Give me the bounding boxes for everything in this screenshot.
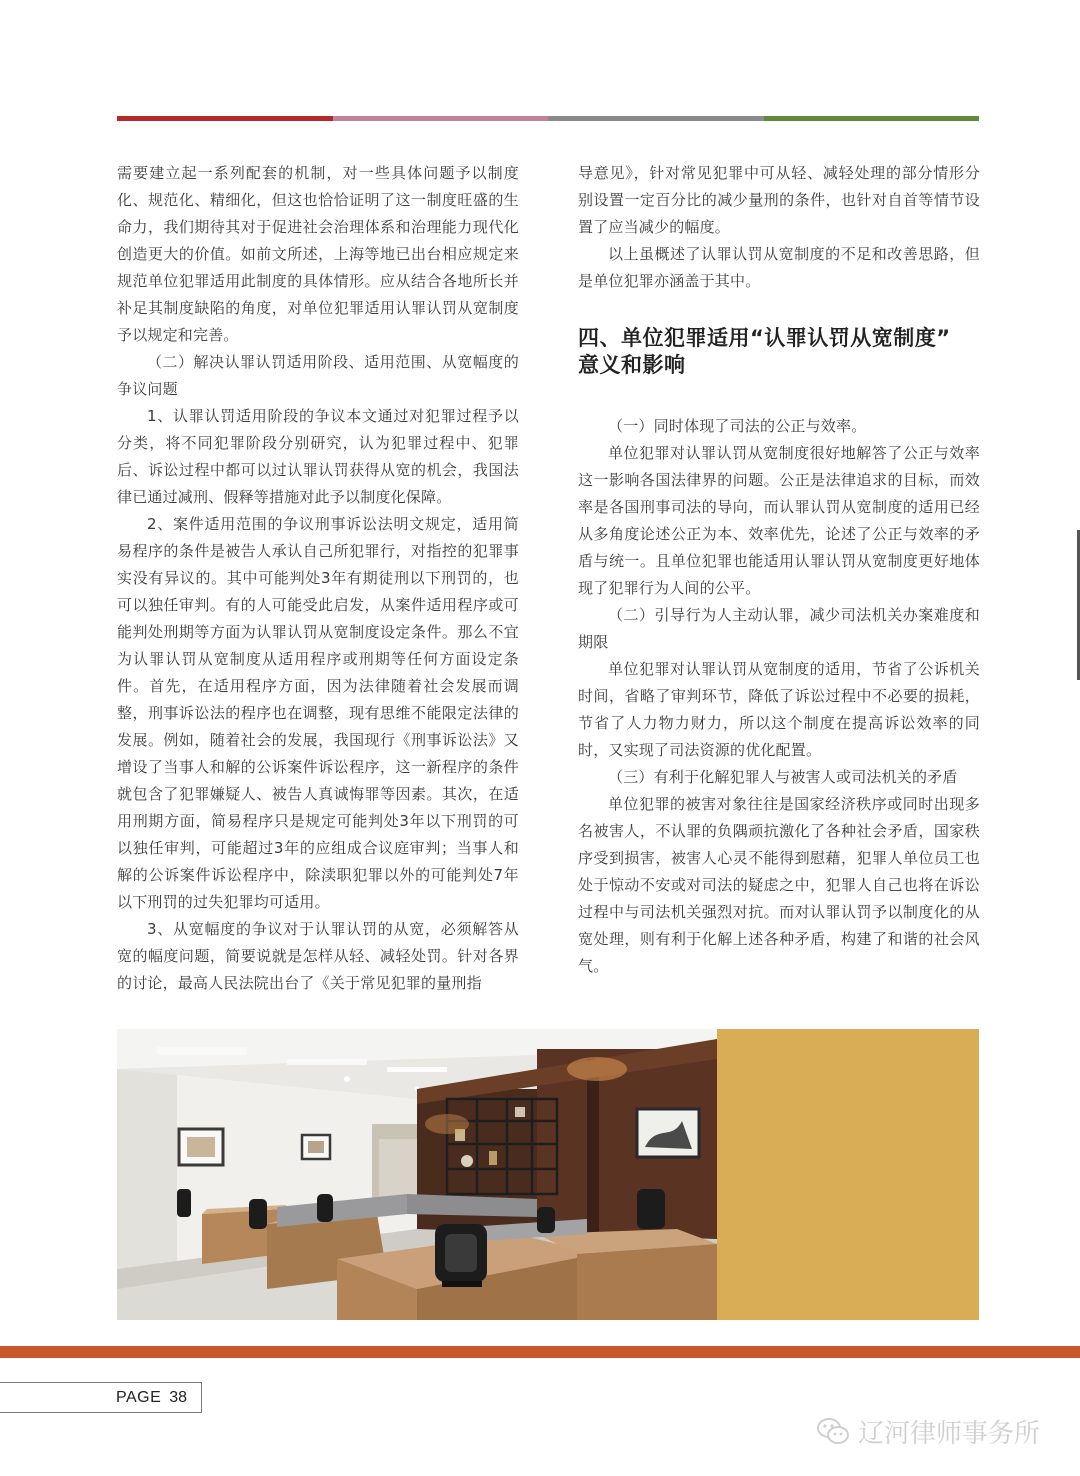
wechat-icon [816, 1416, 850, 1446]
paragraph: 1、认罪认罚适用阶段的争议本文通过对犯罪过程予以分类，将不同犯罪阶段分别研究，认为犯罪过程中、犯罪后、诉讼过程中都可以过认罪认罚获得从宽的机会，我国法律已通过减刑、假释等措施对此予以制度化保障。 [117, 407, 519, 506]
paragraph: 3、从宽幅度的争议对于认罪认罚的从宽，必须解答从宽的幅度问题，简要说就是怎样从轻、减轻处罚。针对各界的讨论，最高人民法院出台了《关于常见犯罪的量刑指 [117, 920, 519, 992]
paragraph: （一）同时体现了司法的公正与效率。 [608, 417, 867, 435]
office-illustration [117, 1029, 717, 1320]
watermark-text: 辽河律师事务所 [858, 1418, 1041, 1449]
paragraph: 单位犯罪对认罪认罚从宽制度的适用，节省了公诉机关时间，省略了审判环节，降低了诉讼过程中不必要的损耗，节省了人力物力财力，所以这个制度在提高诉讼效率的同时，又实现了司法资源的优化配置。 [578, 660, 980, 759]
page-number: 38 [169, 1388, 188, 1406]
decorative-block [717, 1029, 979, 1320]
paragraph: （二）引导行为人主动认罪，减少司法机关办案难度和期限 [578, 606, 980, 651]
left-column [117, 160, 519, 997]
top-color-bar [117, 116, 979, 121]
top-bar-pink [333, 116, 549, 121]
section-heading [578, 325, 980, 379]
paragraph: 单位犯罪对认罪认罚从宽制度很好地解答了公正与效率这一影响各国法律界的问题。公正是法律追求的目标，而效率是各国刑事司法的导向，而认罪认罚从宽制度的适用已经从多角度论述公正为本、效率优先，论述了公正与效率的矛盾与统一。且单位犯罪也能适用认罪认罚从宽制度更好地体现了犯罪行为人间的公平。 [578, 444, 980, 597]
top-bar-red [117, 116, 333, 121]
top-bar-gray [548, 116, 764, 121]
top-bar-green [764, 116, 980, 121]
office-photo [117, 1029, 717, 1320]
paragraph: （二）解决认罪认罚适用阶段、适用范围、从宽幅度的争议问题 [117, 353, 519, 398]
page-label: PAGE [116, 1388, 162, 1406]
paragraph: 需要建立起一系列配套的机制，对一些具体问题予以制度化、规范化、精细化，但这也恰恰证明了这一制度旺盛的生命力，我们期待其对于促进社会治理体系和治理能力现代化创造更大的价值。如前文所述，上海等地已出台相应规定来规范单位犯罪适用此制度的具体情形。应从结合各地所长并补足其制度缺陷的角度，对单位犯罪适用认罪认罚从宽制度予以规定和完善。 [117, 164, 519, 344]
paragraph: （三）有利于化解犯罪人与被害人或司法机关的矛盾 [608, 768, 958, 786]
right-column [578, 160, 980, 980]
paragraph: 导意见》，针对常见犯罪中可从轻、减轻处理的部分情形分别设置一定百分比的减少量刑的条件，也针对自首等情节设置了应当减少的幅度。 [578, 164, 980, 236]
section-heading-line2: 意义和影响 [578, 353, 686, 377]
page-number-box [0, 1382, 202, 1413]
paragraph: 以上虽概述了认罪认罚从宽制度的不足和改善思路，但是单位犯罪亦涵盖于其中。 [578, 245, 980, 290]
section-heading-line1: 四、单位犯罪适用“认罪认罚从宽制度” [578, 326, 951, 350]
paragraph: 2、案件适用范围的争议刑事诉讼法明文规定，适用简易程序的条件是被告人承认自己所犯罪行，对指控的犯罪事实没有异议的。其中可能判处3年有期徒刑以下刑罚的，也可以独任审判。有的人可能受此启发，从案件适用程序或可能判处刑期等方面为认罪认罚从宽制度设定条件。那么不宜为认罪认罚从宽制度从适用程序或刑期等任何方面设定条件。首先，在适用程序方面，因为法律随着社会发展而调整，刑事诉讼法的程序也在调整，现有思维不能限定法律的发展。例如，随着社会的发展，我国现行《刑事诉讼法》又增设了当事人和解的公诉案件诉讼程序，这一新程序的条件就包含了犯罪嫌疑人、被告人真诚悔罪等因素。其次，在适用刑期方面，简易程序只是规定可能判处3年以下刑罚的可以独任审判，可能超过3年的应组成合议庭审判；当事人和解的公诉案件诉讼程序中，除渎职犯罪以外的可能判处7年以下刑罚的过失犯罪均可适用。 [117, 515, 519, 911]
bottom-color-bar [0, 1346, 1080, 1358]
paragraph: 单位犯罪的被害对象往往是国家经济秩序或同时出现多名被害人，不认罪的负隅顽抗激化了各种社会矛盾，国家秩序受到损害，被害人心灵不能得到慰藉，犯罪人单位员工也处于惊动不安或对司法的疑虑之中，犯罪人自己也将在诉讼过程中与司法机关强烈对抗。而对认罪认罚予以制度化的从宽处理，则有利于化解上述各种矛盾，构建了和谐的社会风气。 [578, 795, 980, 975]
watermark [816, 1412, 1040, 1450]
